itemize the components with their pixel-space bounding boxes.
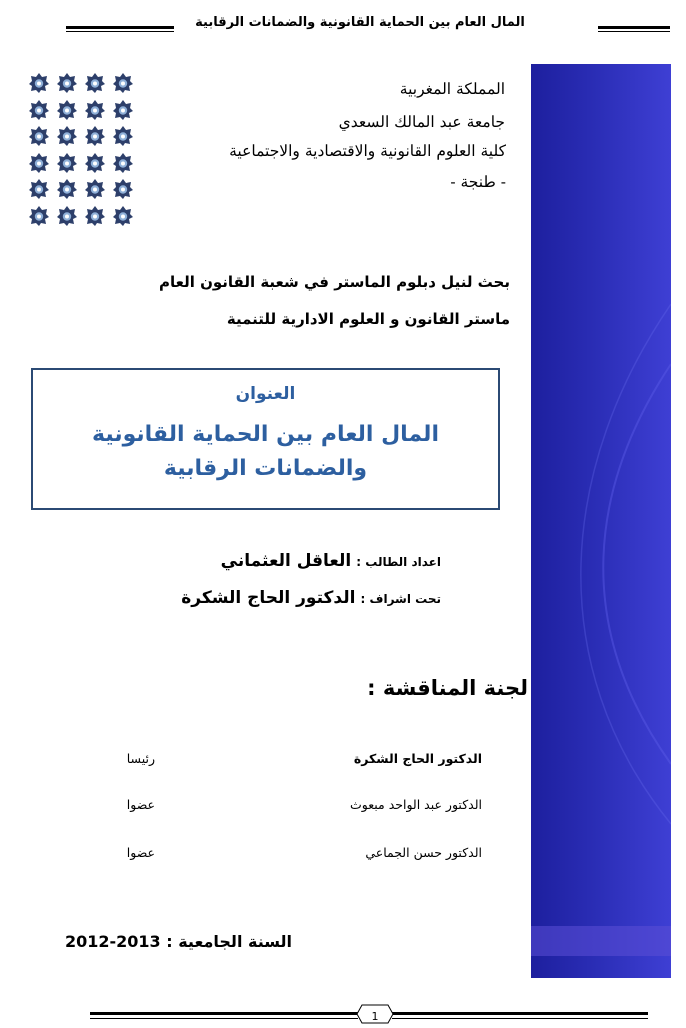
member-role: عضوا bbox=[126, 797, 155, 812]
university-emblem-icon bbox=[56, 152, 84, 179]
degree-line: بحث لنيل دبلوم الماستر في شعبة القانون العام bbox=[158, 273, 510, 291]
university-emblem-icon bbox=[28, 72, 56, 99]
page-number: 1 bbox=[371, 1010, 379, 1023]
master-line: ماستر القانون و العلوم الادارية للتنمية bbox=[226, 310, 510, 328]
university-emblem-icon bbox=[84, 72, 112, 99]
cover-band bbox=[531, 64, 671, 978]
university-name: جامعة عبد المالك السعدي bbox=[338, 113, 505, 131]
university-logo-pattern bbox=[28, 72, 140, 232]
student-row bbox=[221, 551, 441, 571]
university-emblem-icon bbox=[112, 72, 140, 99]
footer-rule-right bbox=[392, 1012, 648, 1015]
university-emblem-icon bbox=[112, 99, 140, 126]
running-header-title: المال العام بين الحماية القانونية والضمانات الرقابية bbox=[195, 15, 525, 30]
member-role: عضوا bbox=[126, 845, 155, 860]
supervisor-name: الدكتور الحاج الشكرة bbox=[181, 588, 356, 608]
academic-year bbox=[52, 932, 292, 951]
student-label: اعداد الطالب : bbox=[356, 555, 441, 569]
university-emblem-icon bbox=[56, 205, 84, 232]
student-name: العاقل العثماني bbox=[220, 551, 352, 571]
footer-rule-right-thin bbox=[392, 1018, 648, 1019]
academic-year-value: 2012-2013 bbox=[64, 932, 161, 951]
member-name: الدكتور عبد الواحد مبعوث bbox=[350, 797, 482, 812]
university-emblem-icon bbox=[84, 99, 112, 126]
title-label: العنوان bbox=[235, 384, 296, 404]
university-emblem-icon bbox=[56, 125, 84, 152]
city-name: - طنجة - bbox=[450, 173, 506, 191]
university-emblem-icon bbox=[84, 152, 112, 179]
university-emblem-icon bbox=[56, 72, 84, 99]
university-emblem-icon bbox=[28, 152, 56, 179]
university-emblem-icon bbox=[84, 205, 112, 232]
member-name: الدكتور الحاج الشكرة bbox=[353, 751, 482, 766]
faculty-name: كلية العلوم القانونية والاقتصادية والاجتماعية bbox=[229, 142, 506, 160]
university-emblem-icon bbox=[28, 205, 56, 232]
header-rule-right-thin bbox=[598, 31, 670, 32]
university-emblem-icon bbox=[112, 205, 140, 232]
header-rule-left bbox=[66, 26, 174, 29]
university-emblem-icon bbox=[56, 178, 84, 205]
university-emblem-icon bbox=[84, 178, 112, 205]
title-box bbox=[31, 368, 500, 510]
header-rule-right bbox=[598, 26, 670, 29]
thesis-title: المال العام بين الحماية القانونية والضمانات الرقابية bbox=[92, 422, 439, 481]
member-role: رئيسا bbox=[126, 751, 155, 766]
academic-year-label: السنة الجامعية : bbox=[166, 932, 292, 951]
footer-rule-left-thin bbox=[90, 1018, 358, 1019]
university-emblem-icon bbox=[112, 178, 140, 205]
university-emblem-icon bbox=[28, 99, 56, 126]
university-emblem-icon bbox=[28, 178, 56, 205]
committee-heading: لجنة المناقشة : bbox=[367, 676, 528, 700]
university-emblem-icon bbox=[56, 99, 84, 126]
university-emblem-icon bbox=[112, 125, 140, 152]
supervisor-label: تحت اشراف : bbox=[360, 592, 441, 606]
university-emblem-icon bbox=[28, 125, 56, 152]
university-emblem-icon bbox=[84, 125, 112, 152]
member-name: الدكتور حسن الجماعي bbox=[365, 845, 482, 860]
country-name: المملكة المغربية bbox=[399, 80, 505, 98]
university-emblem-icon bbox=[112, 152, 140, 179]
supervisor-row bbox=[181, 588, 441, 608]
footer-rule-left bbox=[90, 1012, 358, 1015]
header-rule-left-thin bbox=[66, 31, 174, 32]
